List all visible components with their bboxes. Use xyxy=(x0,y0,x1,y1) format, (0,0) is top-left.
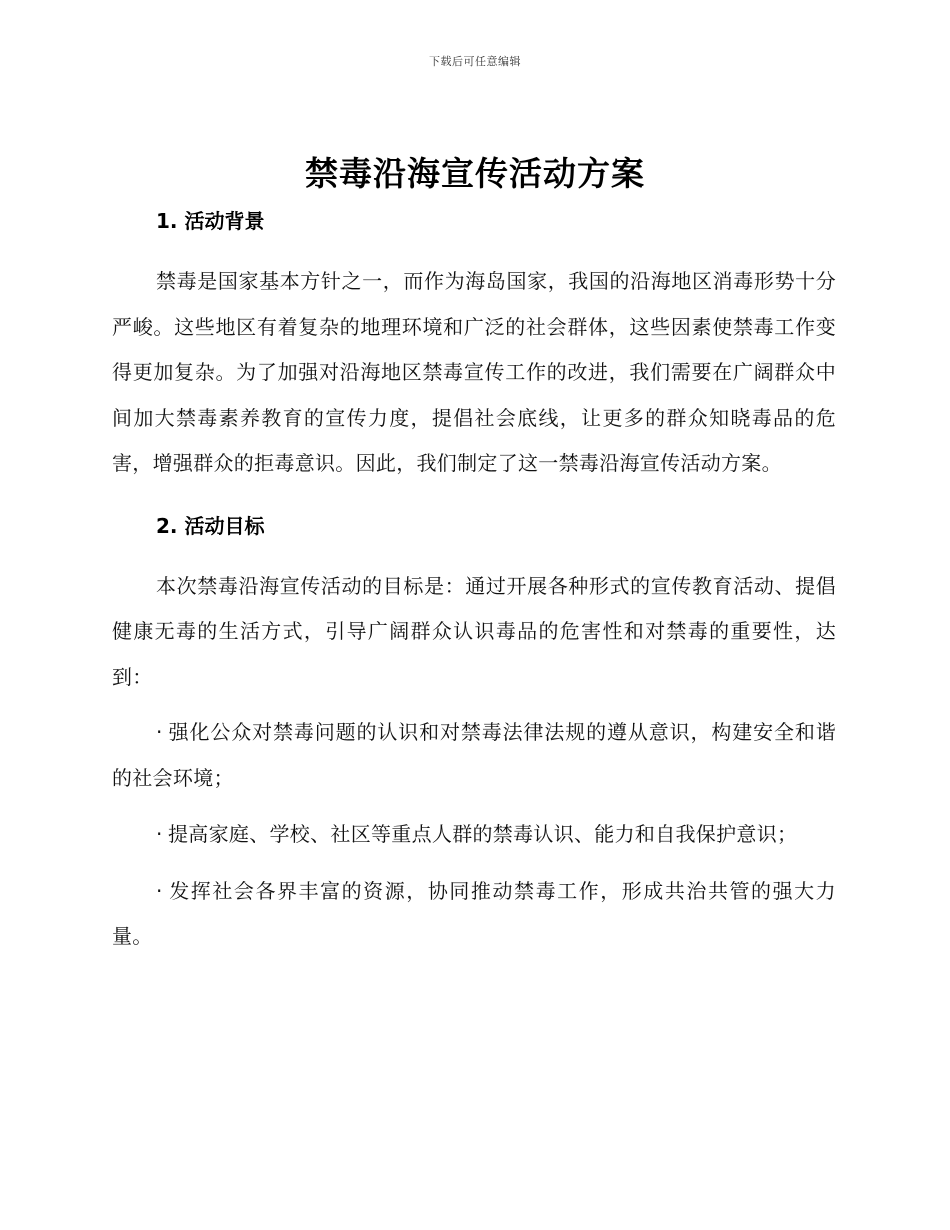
page-header: 下载后可任意编辑 xyxy=(429,55,521,68)
goals-bullet-list xyxy=(112,710,836,960)
list-item-text: 强化公众对禁毒问题的认识和对禁毒法律法规的遵从意识，构建安全和谐的社会环境； xyxy=(112,720,836,790)
document-title: 禁毒沿海宣传活动方案 xyxy=(305,154,645,193)
paragraph-goals: 本次禁毒沿海宣传活动的目标是：通过开展各种形式的宣传教育活动、提倡健康无毒的生活方式，引导广阔群众认识毒品的危害性和对禁毒的重要性，达到： xyxy=(112,573,836,689)
bullet-mark: · xyxy=(156,720,163,744)
document-body xyxy=(112,204,836,971)
list-item xyxy=(112,710,836,801)
list-item xyxy=(112,812,836,858)
bullet-mark: · xyxy=(156,878,163,903)
bullet-mark: · xyxy=(156,822,163,846)
section-heading-goals: 2. 活动目标 xyxy=(156,513,265,538)
section-heading-background: 1. 活动背景 xyxy=(156,209,265,233)
list-item-text: 提高家庭、学校、社区等重点人群的禁毒认识、能力和自我保护意识； xyxy=(168,822,798,846)
list-item-text: 发挥社会各界丰富的资源，协同推动禁毒工作，形成共治共管的强大力量。 xyxy=(112,878,836,948)
paragraph-background: 禁毒是国家基本方针之一，而作为海岛国家，我国的沿海地区消毒形势十分严峻。这些地区有着复杂的地理环境和广泛的社会群体，这些因素使禁毒工作变得更加复杂。为了加强对沿海地区禁毒宣传工作的改进，我们需要在广阔群众中间加大禁毒素养教育的宣传力度，提倡社会底线，让更多的群众知晓毒品的危害，增强群众的拒毒意识。因此，我们制定了这一禁毒沿海宣传活动方案。 xyxy=(112,269,836,475)
list-item xyxy=(112,869,836,960)
